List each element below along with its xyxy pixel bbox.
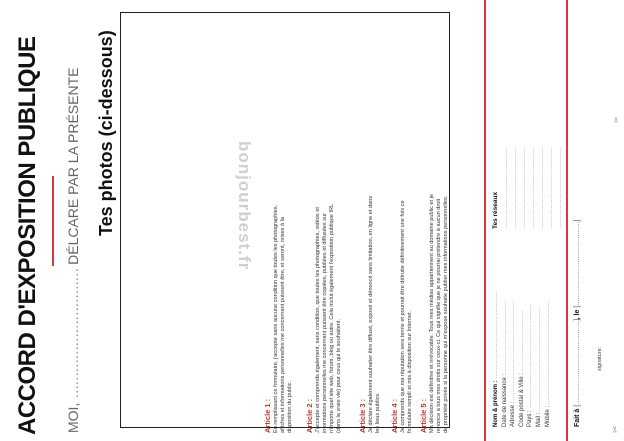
fait-label: Fait à xyxy=(574,408,581,427)
photos-heading: Tes photos (ci-dessous) xyxy=(96,30,116,236)
form-row-mail[interactable]: Mail : ………………………………………………… xyxy=(535,306,542,427)
scissors-icon: ✂ xyxy=(610,425,620,433)
personal-info-form xyxy=(492,267,552,427)
signature-label: signature: xyxy=(597,346,603,371)
form-row-address[interactable]: Adresse : ……………………………………………… xyxy=(510,300,517,427)
declaration-suffix: DÉLCARE PAR LA PRÉSENTE xyxy=(65,67,81,265)
declaration-prefix: MOI, xyxy=(65,402,81,433)
article-body: En remplissant ce formulaire, j'accepte sans aucune condition que toutes les photographies, affiches et informations personnelles me concernant puissent être, et seront, mises à la disposition du public. xyxy=(273,204,293,433)
section-divider xyxy=(484,0,486,441)
form-row-name[interactable]: Nom & prénom : ………………………………………… xyxy=(493,290,499,427)
watermark: bonjourbest.fr xyxy=(235,141,254,271)
network-line[interactable]: ……………………………………… xyxy=(539,146,545,229)
date-field[interactable]: […………………………………] xyxy=(574,220,581,308)
article-1 xyxy=(263,193,294,433)
le-label: , le xyxy=(574,309,581,320)
page-title: ACCORD D'EXPOSITION PUBLIQUE xyxy=(14,36,41,435)
article-body: J'accepte et comprends également, sans condition, que toutes les photographies, vidéos et informations personnelles me concernant puissent être copiées, publiées et diffusées sur n'importe quel site web, forum, blog ou autre. Cela inclut également l'exposition publique IRL (dans la vraie vie) pour ceux qui le souhaitent. xyxy=(315,204,342,433)
article-4 xyxy=(390,193,414,433)
article-3 xyxy=(358,193,382,433)
declaration-line xyxy=(65,13,81,433)
place-date-line xyxy=(574,127,581,427)
article-heading: Article 1 : xyxy=(263,398,272,433)
title-underline xyxy=(52,176,54,266)
network-line[interactable]: ……………………………………… xyxy=(557,146,563,229)
social-networks-heading: Tes réseaux xyxy=(492,191,499,229)
network-line[interactable]: ……………………………………… xyxy=(512,146,518,229)
article-body: Ma décision est définitive et irrévocable. Tous mes médias appartiennent au domaine public et je renonce à tous mes droits sur ceux-ci. Ce qui signifie que je ne pourrai prétendre à aucun droit de propriété privée si la personne qui m'expose souhaite publier mes informations personnelles. xyxy=(429,193,449,433)
form-row-country[interactable]: Pays : ………………………………………………… xyxy=(527,304,534,427)
network-line[interactable]: ……………………………………… xyxy=(548,146,554,229)
declaration-name-blank[interactable]: ………………………… xyxy=(65,268,81,399)
network-line[interactable]: ……………………………………… xyxy=(530,146,536,229)
article-heading: Article 2 : xyxy=(305,398,314,433)
social-networks xyxy=(492,109,565,229)
form-row-birthdate[interactable]: Date de naissance : ………………………………… xyxy=(501,300,508,427)
network-line[interactable]: ……………………………………… xyxy=(503,146,509,229)
article-2 xyxy=(305,193,343,433)
form-row-mobile[interactable]: Mobile : ………………………………………………… xyxy=(544,299,551,427)
article-body: Je déclare également souhaiter être diffusé, exposé et dénoncé sans limitation, en ligne et dans les lieux publics. xyxy=(368,195,381,433)
article-heading: Article 3 : xyxy=(358,398,367,433)
network-line[interactable]: ……………………………………… xyxy=(521,146,527,229)
article-body: Je comprends que ma réputation sera ternie et pourrait être détruite définitivement une fois ce formulaire rempli et mis à disposition sur Internet. xyxy=(400,200,413,433)
articles-section xyxy=(115,185,450,433)
article-heading: Article 4 : xyxy=(390,398,399,433)
article-5 xyxy=(419,193,450,433)
article-heading: Article 5 : xyxy=(419,398,428,433)
form-row-postal-city[interactable]: Code postal & Ville : …………………………… xyxy=(518,310,525,427)
place-field[interactable]: […………………………………] xyxy=(574,319,581,407)
section-divider xyxy=(566,0,568,441)
scissors-icon: ✂ xyxy=(612,116,621,123)
